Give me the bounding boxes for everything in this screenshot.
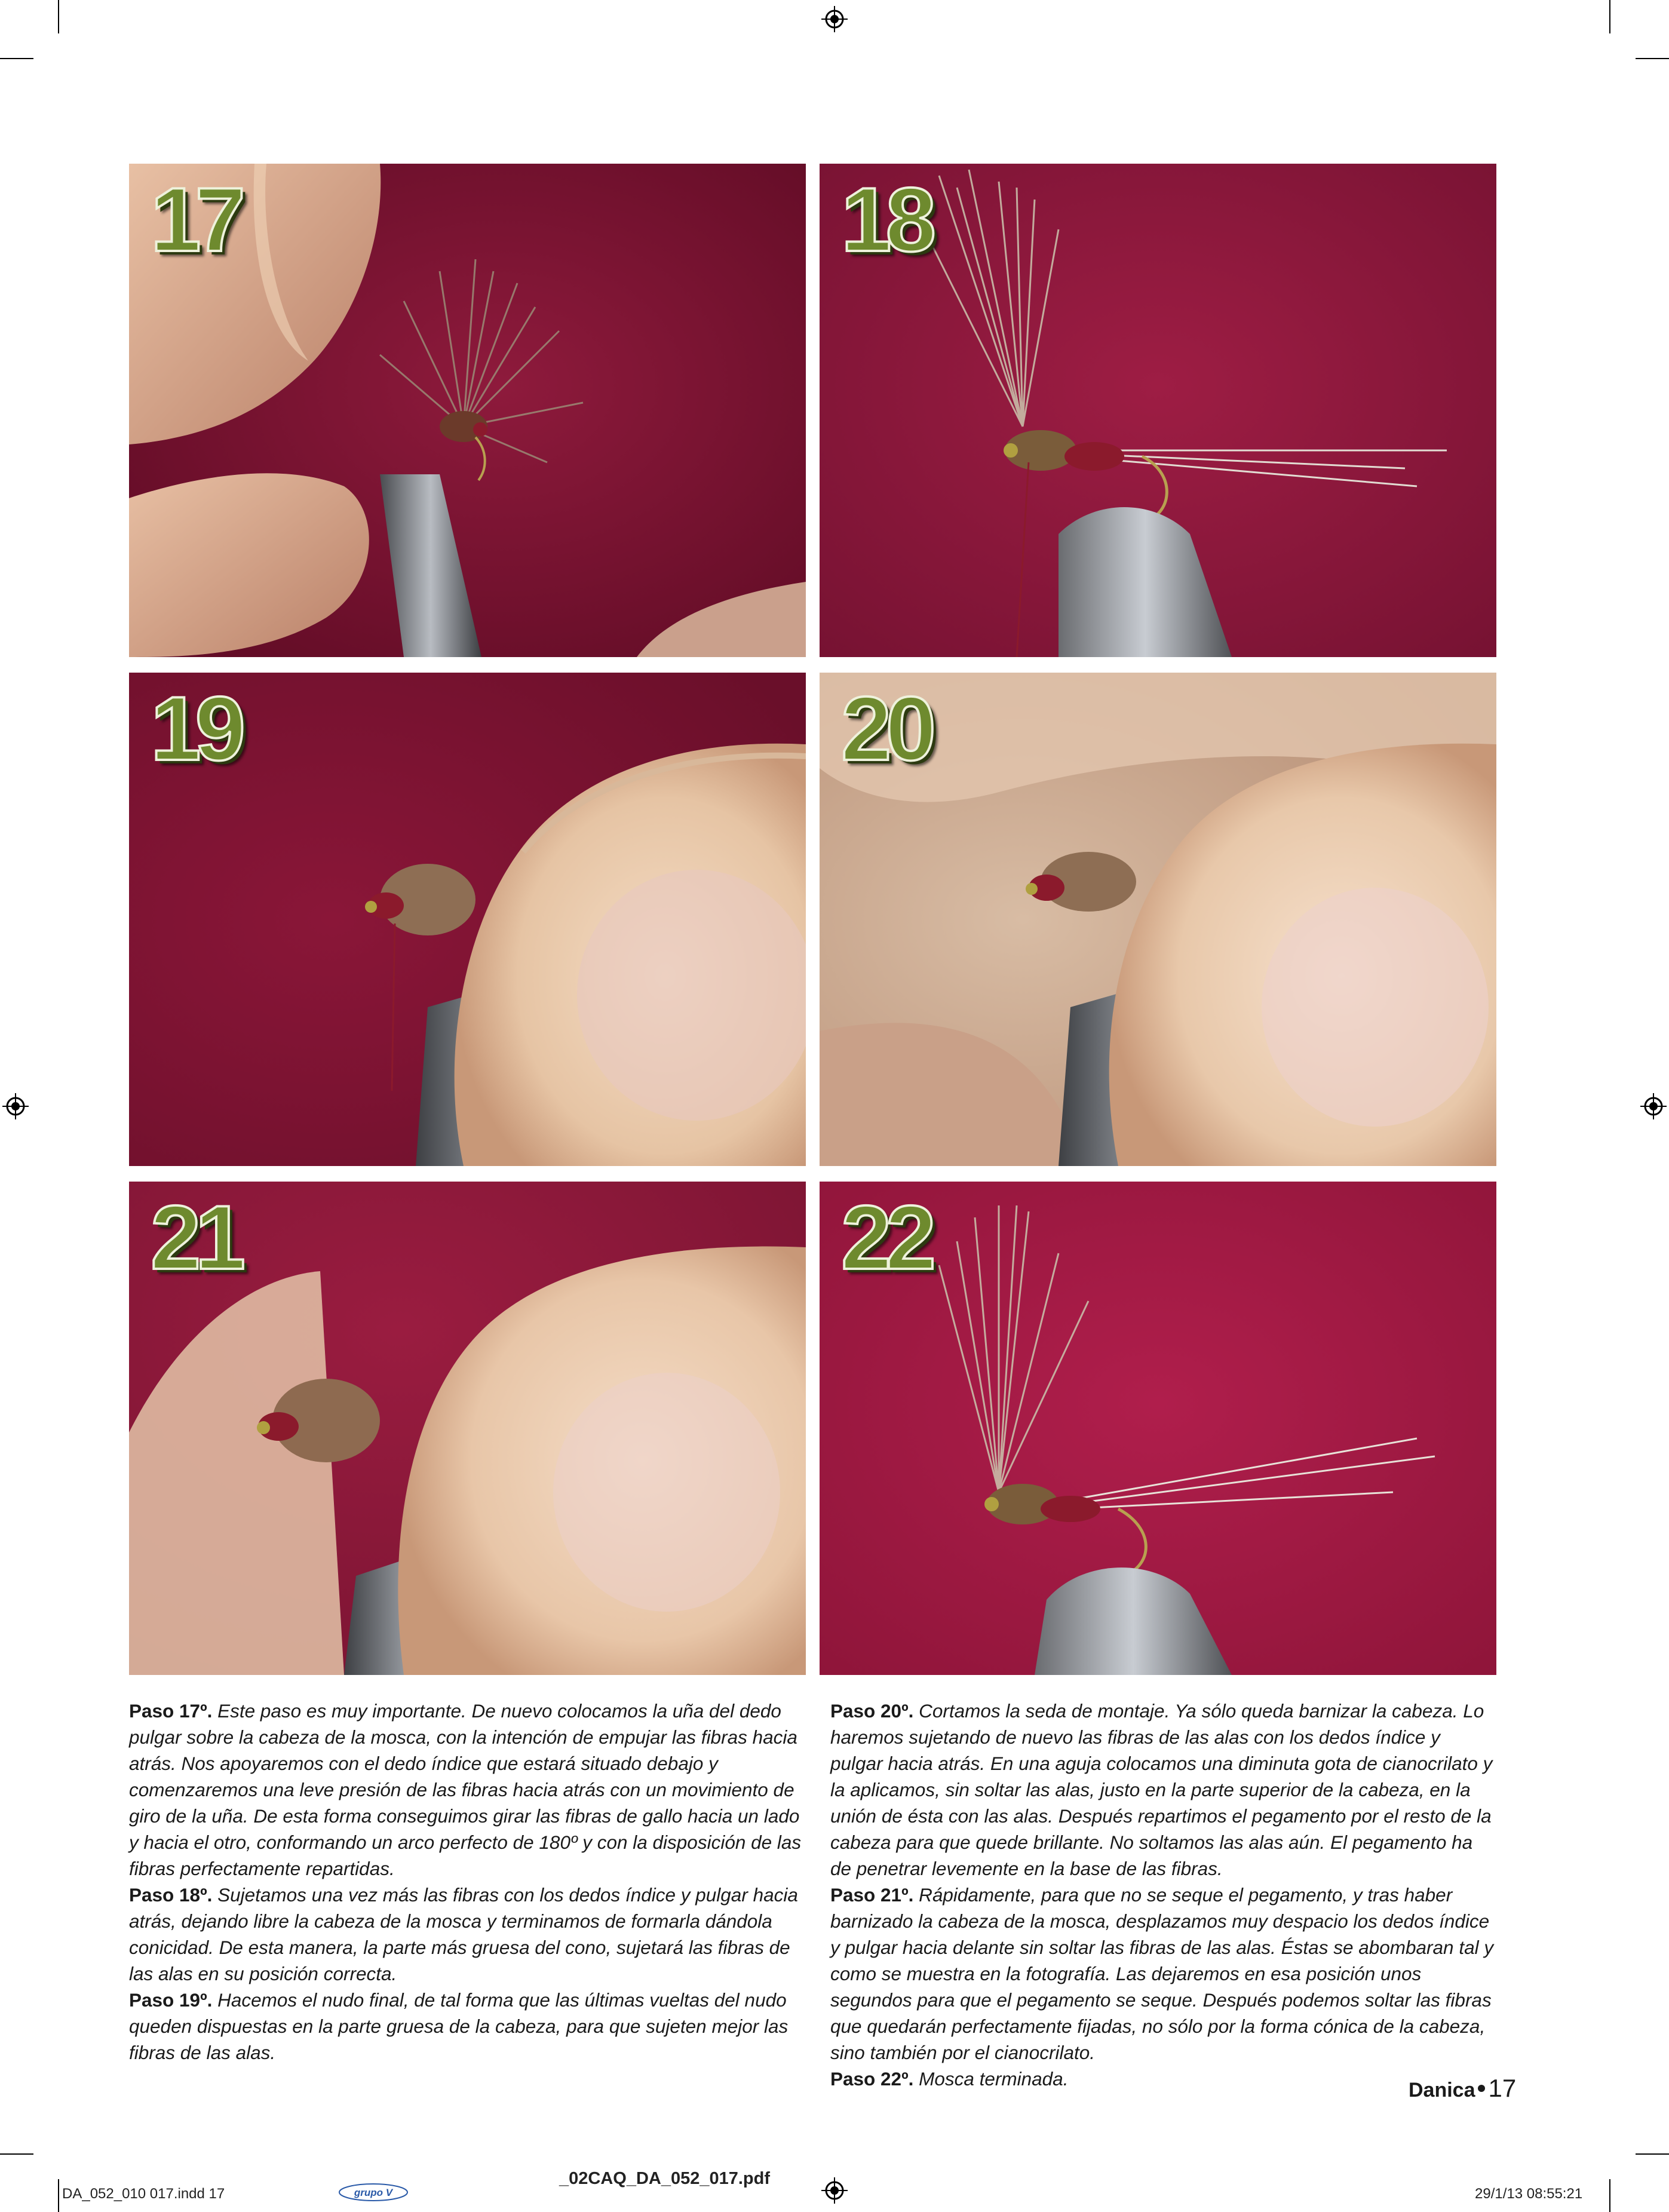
- step-body: Mosca terminada.: [913, 2068, 1069, 2090]
- registration-mark-icon: [821, 2177, 848, 2204]
- publisher-logo: [338, 2183, 409, 2202]
- photo-step-19: [129, 673, 806, 1166]
- step-body: Sujetamos una vez más las fibras con los dedos índice y pulgar hacia atrás, dejando libre la cabeza de la mosca y terminamos de formarla dándola conicidad. De esta manera, la parte más gruesa del cono, sujetará las fibras de las alas en su posición correcta.: [129, 1884, 798, 1984]
- step-number: 22: [841, 1187, 931, 1288]
- step-number: 20: [841, 678, 931, 780]
- photo-step-22: [820, 1182, 1496, 1675]
- step-number: 19: [151, 678, 240, 780]
- step-body: Rápidamente, para que no se seque el pegamento, y tras haber barnizado la cabeza de la mosca, desplazamos muy despacio los dedos índice y pulgar hacia delante sin soltar las fibras de las alas. Éstas se abombaran tal y como se muestra en la fotografía. Las dejaremos en esa posición unos segundos para que el pegamento se seque. Después podemos soltar las fibras que quedarán perfectamente fijadas, no sólo por la forma cónica de la cabeza, sino también por el cianocrilato.: [830, 1884, 1494, 2063]
- crop-mark: [1636, 58, 1669, 59]
- registration-mark-icon: [1640, 1093, 1667, 1119]
- page-folio: [1409, 2074, 1516, 2103]
- step-body: Cortamos la seda de montaje. Ya sólo queda barnizar la cabeza. Lo haremos sujetando de nuevo las fibras de las alas con los dedos índice y pulgar hacia atrás. En una aguja colocamos una diminuta gota de cianocrilato y la aplicamos, sin soltar las alas, justo en la parte superior de la cabeza, en la unión de ésta con las alas. Después repartimos el pegamento por el resto de la cabeza para que quede brillante. No soltamos las alas aún. El pegamento ha de penetrar levemente en la base de las fibras.: [830, 1700, 1493, 1879]
- step-label: Paso 19º.: [129, 1989, 213, 2011]
- photo-step-21: [129, 1182, 806, 1675]
- step-paragraph: [129, 1698, 806, 1882]
- page-number: 17: [1488, 2074, 1517, 2102]
- text-column-right: [830, 1698, 1495, 2092]
- photo-step-18: [820, 164, 1496, 657]
- step-label: Paso 21º.: [830, 1884, 914, 1906]
- magazine-name: Danica: [1409, 2079, 1475, 2101]
- step-paragraph: [129, 1882, 806, 1987]
- crop-mark: [58, 2179, 59, 2212]
- crop-mark: [58, 0, 59, 33]
- step-body: Hacemos el nudo final, de tal forma que las últimas vueltas del nudo queden dispuestas en la parte gruesa de la cabeza, para que sujeten mejor las fibras de las alas.: [129, 1989, 789, 2063]
- crop-mark: [1609, 2179, 1610, 2212]
- registration-mark-icon: [2, 1093, 29, 1119]
- crop-mark: [1636, 2153, 1669, 2155]
- slug-pdf-name: _02CAQ_DA_052_017.pdf: [559, 2169, 771, 2188]
- slug-timestamp: 29/1/13 08:55:21: [1475, 2186, 1583, 2202]
- photo-step-17: [129, 164, 806, 657]
- step-body: Este paso es muy importante. De nuevo colocamos la uña del dedo pulgar sobre la cabeza de la mosca, con la intención de empujar las fibras hacia atrás. Nos apoyaremos con el dedo índice que estará situado debajo y comenzaremos una leve presión de las fibras hacia atrás con un movimiento de giro de la uña. De esta forma conseguimos girar las fibras de gallo hacia un lado y hacia el otro, conformando un arco perfecto de 180º y con la disposición de las fibras perfectamente repartidas.: [129, 1700, 802, 1879]
- crop-mark: [0, 58, 33, 59]
- text-column-left: [129, 1698, 806, 2066]
- step-paragraph: [830, 1698, 1495, 1882]
- slug-filename: DA_052_010 017.indd 17: [62, 2186, 225, 2202]
- step-label: Paso 20º.: [830, 1700, 914, 1722]
- bullet-icon: [1478, 2085, 1485, 2092]
- photo-step-20: [820, 673, 1496, 1166]
- crop-mark: [0, 2153, 33, 2155]
- step-paragraph: [830, 2066, 1495, 2092]
- step-number: 21: [151, 1187, 240, 1288]
- step-paragraph: [830, 1882, 1495, 2066]
- logo-text: grupo V: [354, 2187, 393, 2198]
- crop-mark: [1609, 0, 1610, 33]
- step-paragraph: [129, 1987, 806, 2066]
- step-label: Paso 17º.: [129, 1700, 213, 1722]
- step-label: Paso 18º.: [129, 1884, 213, 1906]
- grupo-v-logo-icon: [338, 2183, 409, 2202]
- registration-mark-icon: [821, 6, 848, 32]
- step-label: Paso 22º.: [830, 2068, 914, 2090]
- step-number: 18: [841, 169, 931, 271]
- step-number: 17: [151, 169, 240, 271]
